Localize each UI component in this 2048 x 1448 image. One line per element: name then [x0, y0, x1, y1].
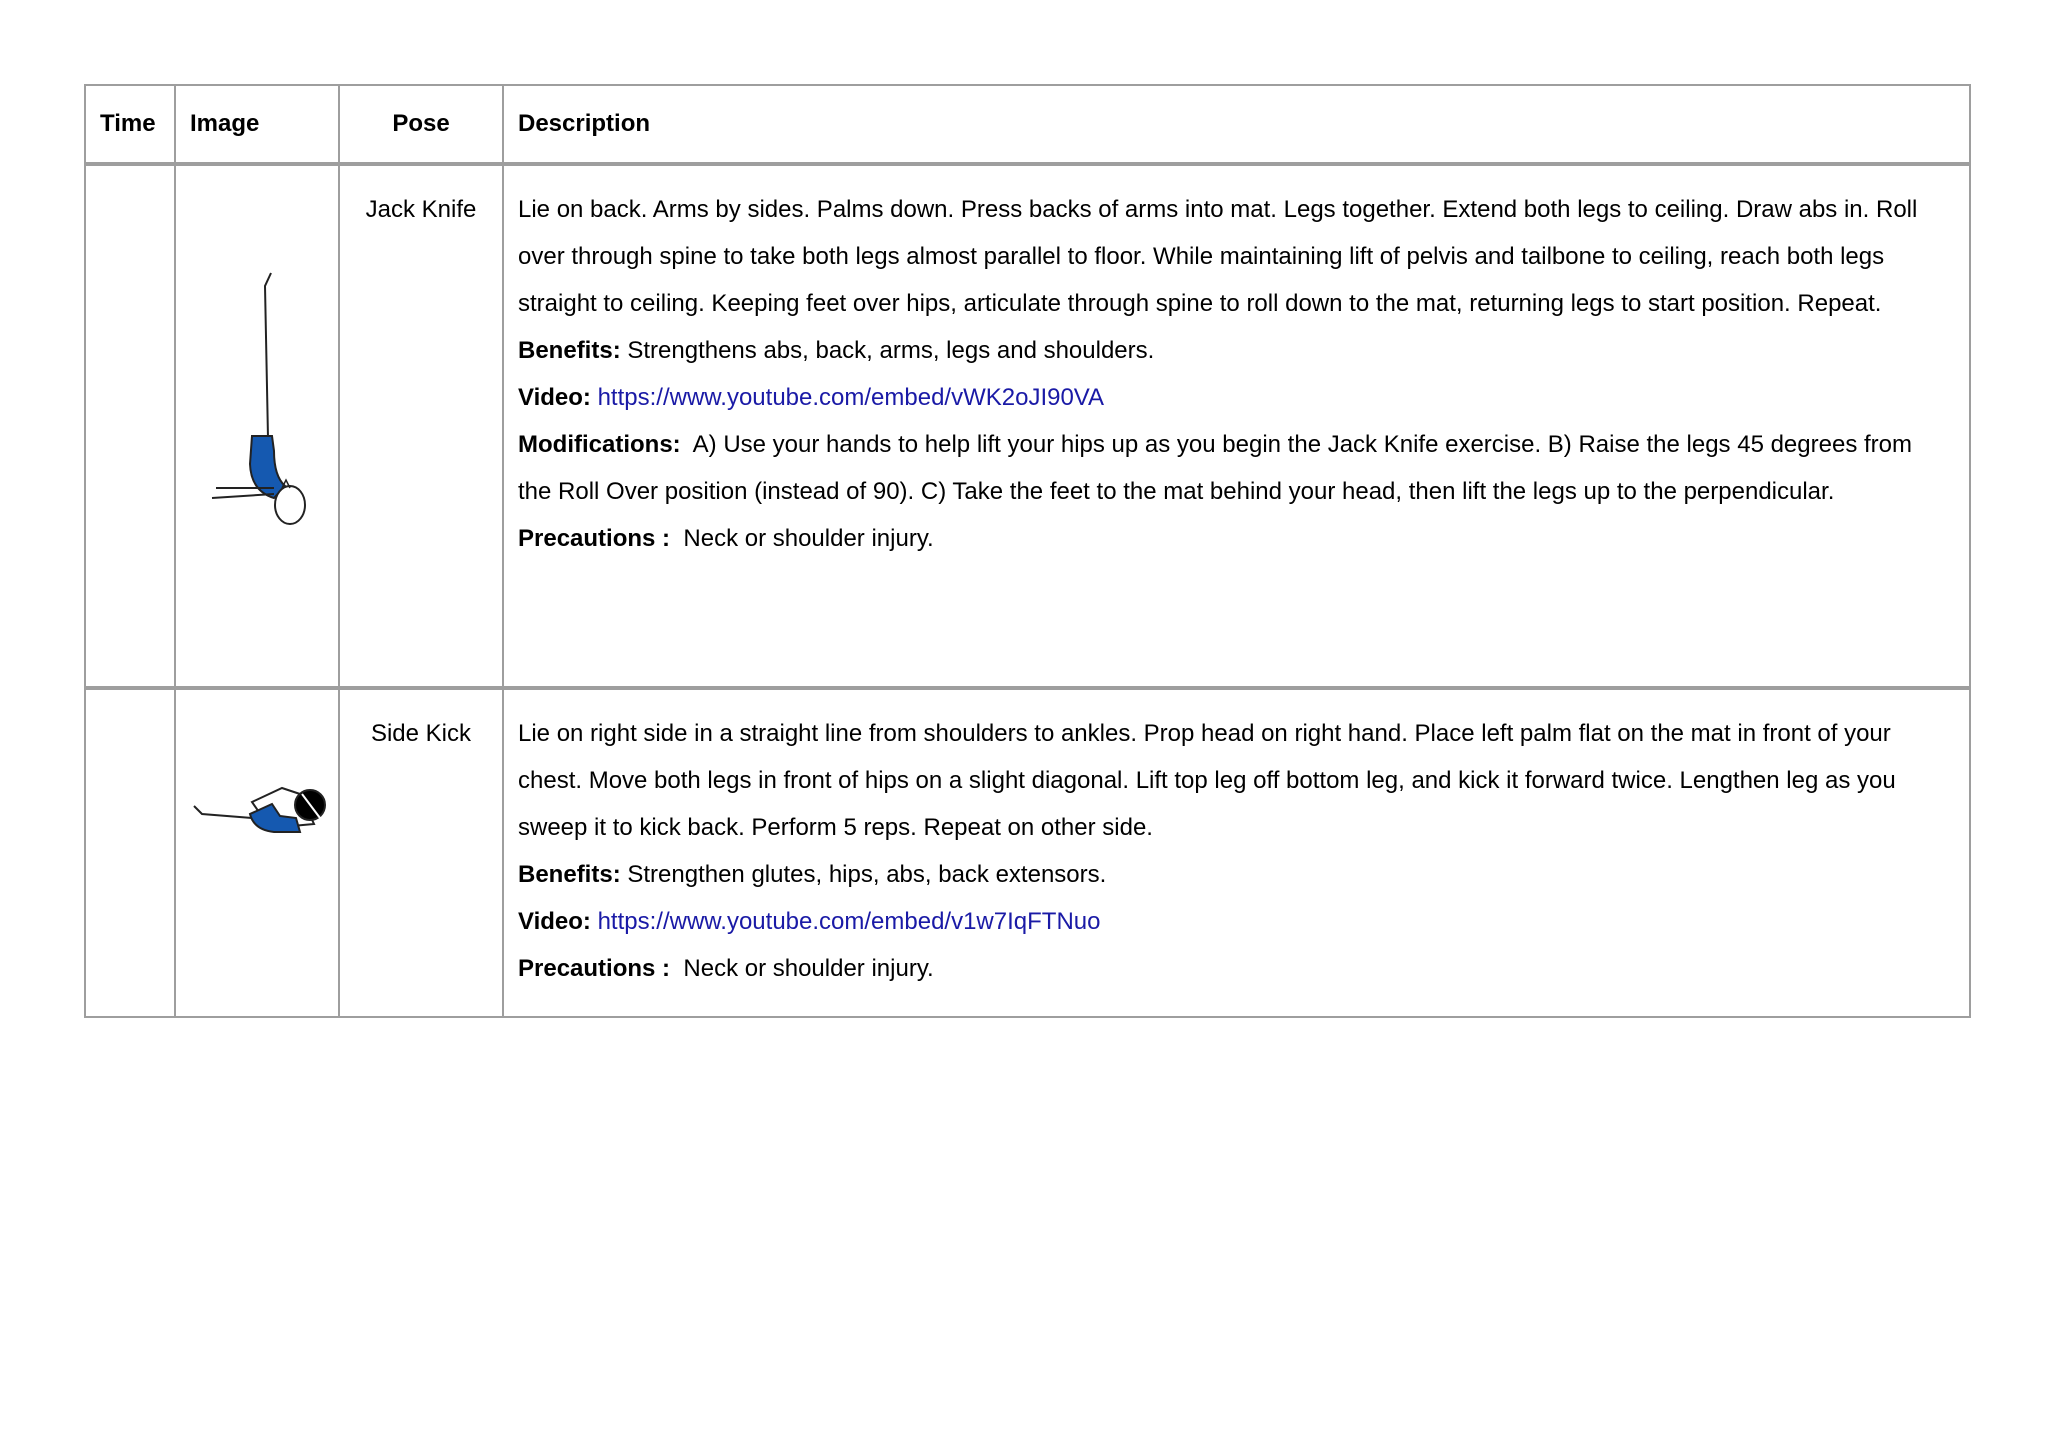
benefits-text: Strengthens abs, back, arms, legs and shoulders. — [620, 337, 1155, 364]
table-row — [85, 688, 1970, 1017]
video-label: Video: — [518, 384, 591, 411]
video-label: Video: — [518, 908, 591, 935]
time-cell — [85, 164, 175, 688]
table-header-row — [85, 85, 1970, 164]
header-pose: Pose — [339, 85, 503, 164]
precautions-text: Neck or shoulder injury. — [670, 955, 934, 982]
description-text: Lie on back. Arms by sides. Palms down. Press backs of arms into mat. Legs together. Extend both legs to ceiling. Draw abs in. Roll over through spine to take both legs almost parallel to floor. While maintaining lift of pelvis and tailbone to ceiling, reach both legs straight to ceiling. Keeping feet over hips, articulate through spine to roll down to the mat, returning legs to start position. Repeat. — [518, 196, 1918, 317]
modifications-line — [518, 421, 1945, 515]
side-kick-figure-icon — [176, 690, 340, 996]
video-line — [518, 898, 1945, 945]
precautions-label: Precautions : — [518, 955, 671, 982]
pose-name: Side Kick — [339, 688, 503, 1017]
precautions-line — [518, 945, 1945, 992]
precautions-label: Precautions : — [518, 525, 671, 552]
header-time: Time — [85, 85, 175, 164]
video-link[interactable]: https://www.youtube.com/embed/vWK2oJI90VA — [597, 384, 1105, 411]
video-link[interactable]: https://www.youtube.com/embed/v1w7IqFTNuo — [597, 908, 1101, 935]
time-cell — [85, 688, 175, 1017]
benefits-text: Strengthen glutes, hips, abs, back extensors. — [620, 861, 1107, 888]
description-cell — [503, 164, 1970, 688]
benefits-label: Benefits: — [518, 861, 621, 888]
image-cell — [175, 688, 339, 1017]
benefits-label: Benefits: — [518, 337, 621, 364]
table-row — [85, 164, 1970, 688]
header-image: Image — [175, 85, 339, 164]
modifications-text: A) Use your hands to help lift your hips up as you begin the Jack Knife exercise. B) Raise the legs 45 degrees from the Roll Over position (instead of 90). C) Take the feet to the mat behind your head, then lift the legs up to the perpendicular. — [518, 431, 1919, 505]
precautions-line — [518, 515, 1945, 562]
description-text: Lie on right side in a straight line from shoulders to ankles. Prop head on right hand. Place left palm flat on the mat in front of your chest. Move both legs in front of hips on a slight diagonal. Lift top leg off bottom leg, and kick it forward twice. Lengthen leg as you sweep it to kick back. Perform 5 reps. Repeat on other side. — [518, 720, 1896, 841]
precautions-text: Neck or shoulder injury. — [670, 525, 934, 552]
benefits-line — [518, 851, 1945, 898]
image-cell — [175, 164, 339, 688]
description-cell — [503, 688, 1970, 1017]
pose-name: Jack Knife — [339, 164, 503, 688]
modifications-label: Modifications: — [518, 431, 681, 458]
header-description: Description — [503, 85, 1970, 164]
video-line — [518, 374, 1945, 421]
pose-table — [84, 84, 1971, 1018]
benefits-line — [518, 327, 1945, 374]
jack-knife-figure-icon — [176, 166, 340, 666]
